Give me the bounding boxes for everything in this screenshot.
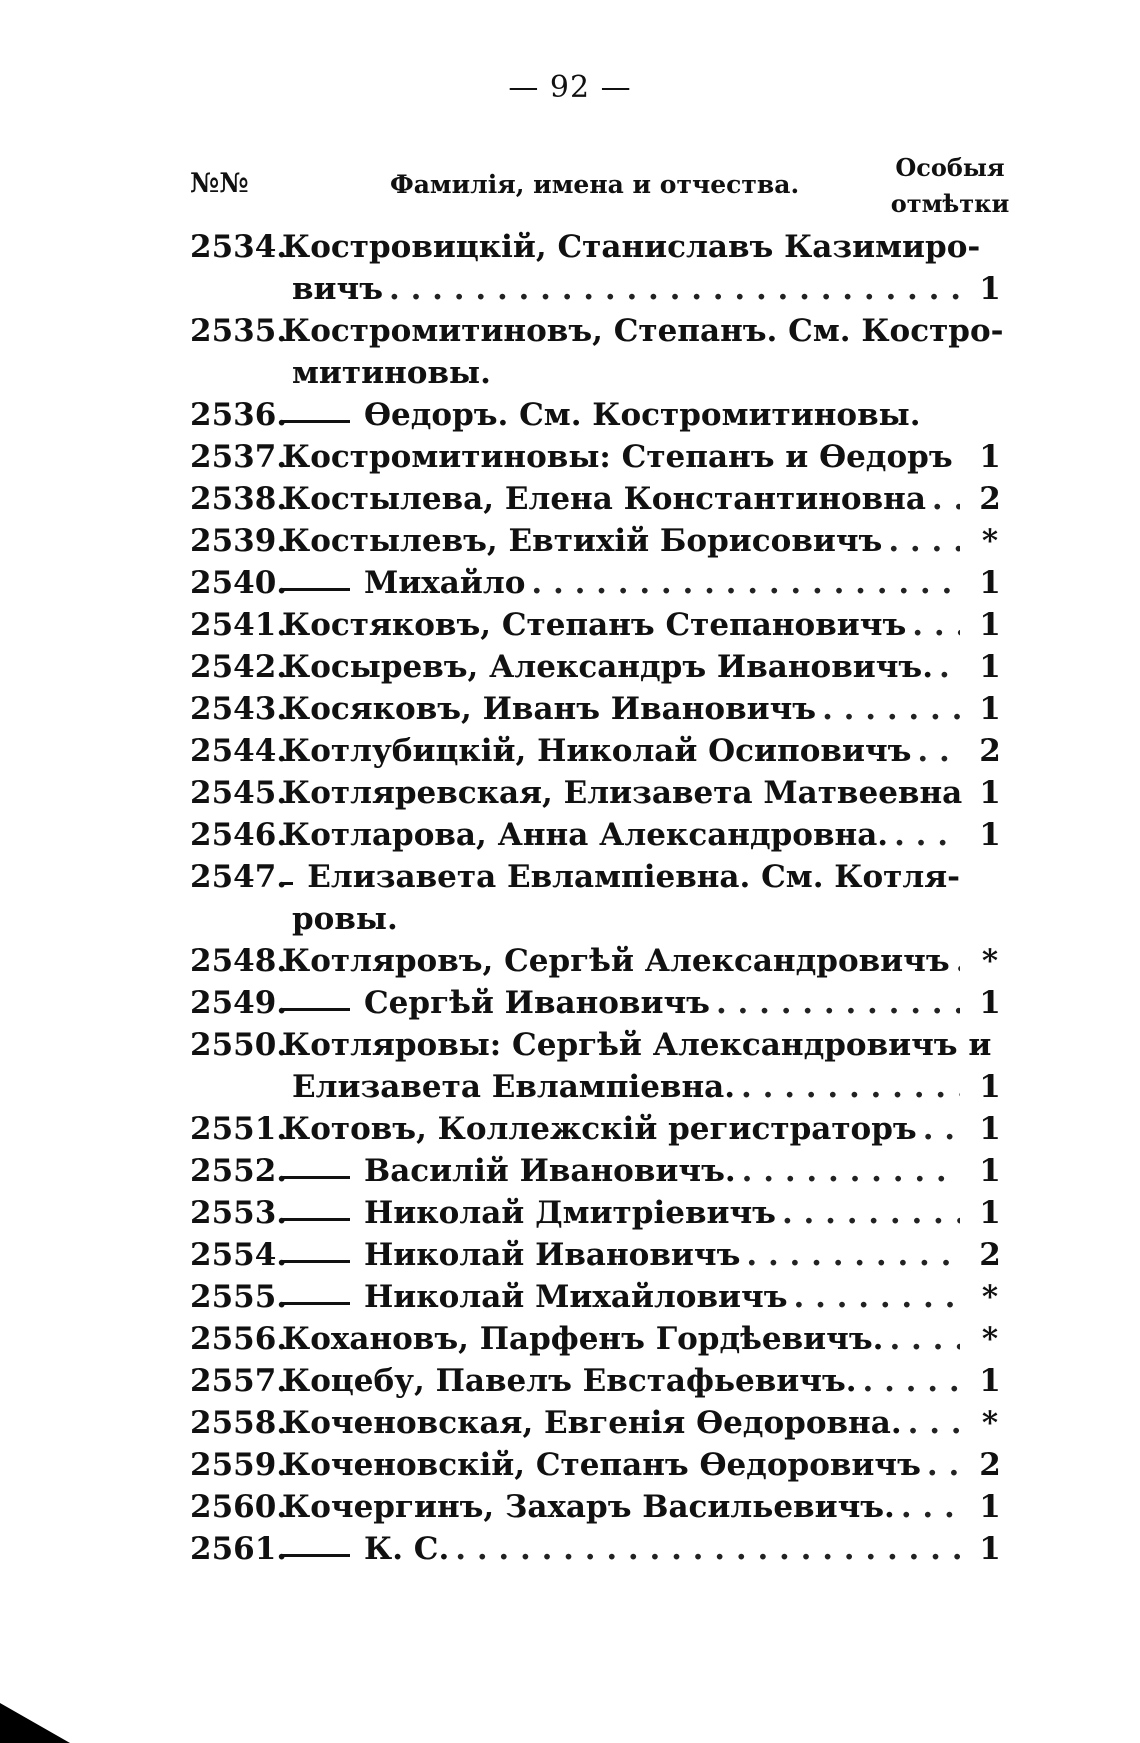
dot-leader (962, 772, 968, 814)
entry-line (190, 688, 1010, 730)
entry-name: Костылева, Елена Константиновна (282, 481, 926, 517)
dot-leader (857, 1360, 960, 1402)
entry-line (190, 310, 1010, 352)
entry-name: Коченовскій, Степанъ Өедоровичъ (282, 1447, 921, 1483)
entry-number: 2543. (190, 691, 288, 727)
entry-mark: 1 (979, 439, 1001, 475)
entry-name: К. С. (364, 1531, 450, 1567)
entry-number: 2548. (190, 943, 288, 979)
ditto-dash (282, 1260, 350, 1263)
entry-line (190, 520, 1010, 562)
entry-number: 2550. (190, 1027, 288, 1063)
dot-leader (921, 1444, 960, 1486)
entry-number: 2546. (190, 817, 288, 853)
entry-mark: 1 (979, 1069, 1001, 1105)
entry-name: Котларова, Анна Александровна. (282, 817, 889, 853)
entry-name: Костяковъ, Степанъ Степановичъ (282, 607, 907, 643)
list-item (190, 1444, 1010, 1486)
entry-line (190, 646, 1010, 688)
entry-name: Котлубицкій, Николай Осиповичъ (282, 733, 912, 769)
entry-number: 2557. (190, 1363, 288, 1399)
entry-name: ровы. (292, 901, 398, 937)
entry-number: 2561. (190, 1531, 288, 1567)
entry-mark: 1 (979, 817, 1001, 853)
entry-number: 2551. (190, 1111, 288, 1147)
entry-name: Кочергинъ, Захаръ Васильевичъ. (282, 1489, 895, 1525)
entry-mark: * (981, 1405, 999, 1441)
entry-mark: 1 (979, 985, 1001, 1021)
list-item (190, 562, 1010, 604)
column-header-notes (890, 150, 1010, 222)
dot-leader (902, 1402, 960, 1444)
dot-leader (933, 646, 960, 688)
dot-leader (906, 604, 960, 646)
list-item (190, 394, 1010, 436)
list-item (190, 1486, 1010, 1528)
column-header-names: Фамилія, имена и отчества. (390, 170, 800, 199)
entry-mark: * (981, 523, 999, 559)
ditto-dash (282, 1218, 350, 1221)
entry-line (190, 394, 1010, 436)
dot-leader (883, 1318, 960, 1360)
entry-mark: 1 (979, 271, 1001, 307)
entry-number: 2553. (190, 1195, 288, 1231)
entry-number: 2539. (190, 523, 288, 559)
table-header (190, 150, 1010, 230)
entry-name: митиновы. (292, 355, 491, 391)
list-item (190, 520, 1010, 562)
entry-number: 2545. (190, 775, 288, 811)
entry-line (190, 1444, 1010, 1486)
entry-name: Костылевъ, Евтихій Борисовичъ (282, 523, 883, 559)
entry-number: 2535. (190, 313, 288, 349)
entry-line (190, 604, 1010, 646)
list-item (190, 1360, 1010, 1402)
list-item (190, 1150, 1010, 1192)
entry-name: Сергѣй Ивановичъ (364, 985, 710, 1021)
column-header-notes-line1: Особыя (895, 153, 1005, 182)
entry-name: Николай Дмитріевичъ (364, 1195, 776, 1231)
entry-name: Василій Ивановичъ. (364, 1153, 736, 1189)
entry-mark: 1 (979, 1195, 1001, 1231)
entry-name: Коченовская, Евгенія Өедоровна. (282, 1405, 902, 1441)
dot-leader (926, 478, 960, 520)
list-item (190, 310, 1010, 394)
entry-line (190, 1192, 1010, 1234)
entry-number: 2537. (190, 439, 288, 475)
entry-number: 2554. (190, 1237, 288, 1273)
entry-line (190, 814, 1010, 856)
entry-line (190, 478, 1010, 520)
entry-mark: 2 (979, 481, 1001, 517)
entry-number: 2541. (190, 607, 288, 643)
dot-leader (888, 814, 960, 856)
entry-number: 2552. (190, 1153, 288, 1189)
entry-number: 2538. (190, 481, 288, 517)
entry-line (190, 940, 1010, 982)
dot-leader (953, 436, 960, 478)
entry-name: Котляровъ, Сергѣй Александровичъ (282, 943, 950, 979)
entry-continuation-line (190, 352, 1010, 394)
entry-continuation-line (190, 268, 1010, 310)
dot-leader (917, 1108, 960, 1150)
entry-name: Николай Ивановичъ (364, 1237, 741, 1273)
ditto-dash (282, 1554, 350, 1557)
list-item (190, 982, 1010, 1024)
entry-number: 2540. (190, 565, 288, 601)
dot-leader (735, 1066, 960, 1108)
list-item (190, 1234, 1010, 1276)
entry-mark: 1 (979, 1531, 1001, 1567)
entry-mark: 1 (979, 1363, 1001, 1399)
list-item (190, 1276, 1010, 1318)
entry-number: 2559. (190, 1447, 288, 1483)
entry-name: Косыревъ, Александръ Ивановичъ. (282, 649, 933, 685)
ditto-dash (282, 588, 350, 591)
entry-line (190, 226, 1010, 268)
dot-leader (383, 268, 960, 310)
dot-leader (740, 1234, 960, 1276)
entry-name: вичъ (292, 271, 384, 307)
entry-mark: 1 (979, 1153, 1001, 1189)
entry-line (190, 982, 1010, 1024)
dot-leader (787, 1276, 960, 1318)
entry-number: 2544. (190, 733, 288, 769)
list-item (190, 226, 1010, 310)
entry-mark: 1 (979, 607, 1001, 643)
entry-name: Костромитиновы: Степанъ и Өедоръ (282, 439, 953, 475)
entry-name: Николай Михайловичъ (364, 1279, 788, 1315)
list-item (190, 940, 1010, 982)
entry-line (190, 1234, 1010, 1276)
entry-mark: 2 (979, 733, 1001, 769)
entry-name: Косяковъ, Иванъ Ивановичъ (282, 691, 817, 727)
entry-list (190, 226, 1010, 1570)
dot-leader (710, 982, 960, 1024)
entry-name: Елизавета Евлампіевна. См. Котля- (307, 859, 960, 895)
list-item (190, 772, 1010, 814)
dot-leader (911, 730, 960, 772)
entry-line (190, 1150, 1010, 1192)
entry-name: Коцебу, Павелъ Евстафьевичъ. (282, 1363, 857, 1399)
list-item (190, 1192, 1010, 1234)
entry-number: 2549. (190, 985, 288, 1021)
entry-name: Кохановъ, Парфенъ Гордѣевичъ. (282, 1321, 884, 1357)
column-header-number: №№ (190, 168, 249, 199)
entry-mark: 1 (979, 691, 1001, 727)
list-item (190, 814, 1010, 856)
dot-leader (525, 562, 960, 604)
list-item (190, 856, 1010, 940)
entry-mark: 1 (979, 1489, 1001, 1525)
entry-number: 2536. (190, 397, 288, 433)
entry-mark: * (981, 1279, 999, 1315)
entry-name: Костромитиновъ, Степанъ. См. Костро- (282, 313, 1004, 349)
entry-line (190, 1024, 1010, 1066)
entry-mark: * (981, 943, 999, 979)
list-item (190, 436, 1010, 478)
entry-number: 2558. (190, 1405, 288, 1441)
entry-number: 2556. (190, 1321, 288, 1357)
list-item (190, 1024, 1010, 1108)
entry-line (190, 772, 1010, 814)
entry-mark: 2 (979, 1237, 1001, 1273)
column-header-notes-line2: отмѣтки (890, 189, 1010, 218)
entry-name: Котляровы: Сергѣй Александровичъ и (282, 1027, 992, 1063)
entry-mark: 1 (979, 775, 1001, 811)
dot-leader (776, 1192, 960, 1234)
dot-leader (736, 1150, 960, 1192)
entry-name: Михайло (364, 565, 526, 601)
ditto-dash (282, 882, 293, 885)
list-item (190, 1108, 1010, 1150)
dot-leader (950, 940, 960, 982)
entry-line (190, 436, 1010, 478)
entry-line (190, 1360, 1010, 1402)
list-item (190, 646, 1010, 688)
entry-line (190, 856, 1010, 898)
entry-number: 2560. (190, 1489, 288, 1525)
ditto-dash (282, 420, 350, 423)
entry-line (190, 562, 1010, 604)
ditto-dash (282, 1302, 350, 1305)
entry-name: Костровицкій, Станиславъ Казимиро- (282, 229, 981, 265)
entry-line (190, 1276, 1010, 1318)
entry-mark: * (981, 1321, 999, 1357)
entry-mark: 2 (979, 1447, 1001, 1483)
entry-number: 2542. (190, 649, 288, 685)
list-item (190, 1528, 1010, 1570)
entry-mark: 1 (979, 565, 1001, 601)
dot-leader (816, 688, 960, 730)
dot-leader (895, 1486, 960, 1528)
entry-name: Котляревская, Елизавета Матвеевна (282, 775, 963, 811)
list-item (190, 688, 1010, 730)
entry-mark: 1 (979, 649, 1001, 685)
page-number: — 92 — (508, 70, 632, 105)
ditto-dash (282, 1008, 350, 1011)
entry-line (190, 1528, 1010, 1570)
dot-leader (449, 1528, 960, 1570)
ditto-dash (282, 1176, 350, 1179)
entry-name: Елизавета Евлампіевна. (292, 1069, 736, 1105)
entry-name: Котовъ, Коллежскій регистраторъ (282, 1111, 917, 1147)
list-item (190, 1318, 1010, 1360)
entry-continuation-line (190, 898, 1010, 940)
entry-number: 2555. (190, 1279, 288, 1315)
entry-line (190, 1108, 1010, 1150)
entry-line (190, 1318, 1010, 1360)
list-item (190, 604, 1010, 646)
list-item (190, 1402, 1010, 1444)
entry-mark: 1 (979, 1111, 1001, 1147)
entry-number: 2547. (190, 859, 288, 895)
entry-continuation-line (190, 1066, 1010, 1108)
entry-line (190, 1402, 1010, 1444)
entry-line (190, 1486, 1010, 1528)
list-item (190, 478, 1010, 520)
dot-leader (882, 520, 960, 562)
entry-number: 2534. (190, 229, 288, 265)
list-item (190, 730, 1010, 772)
scan-corner-mark (0, 1703, 70, 1743)
entry-line (190, 730, 1010, 772)
entry-name: Өедоръ. См. Костромитиновы. (364, 397, 921, 433)
